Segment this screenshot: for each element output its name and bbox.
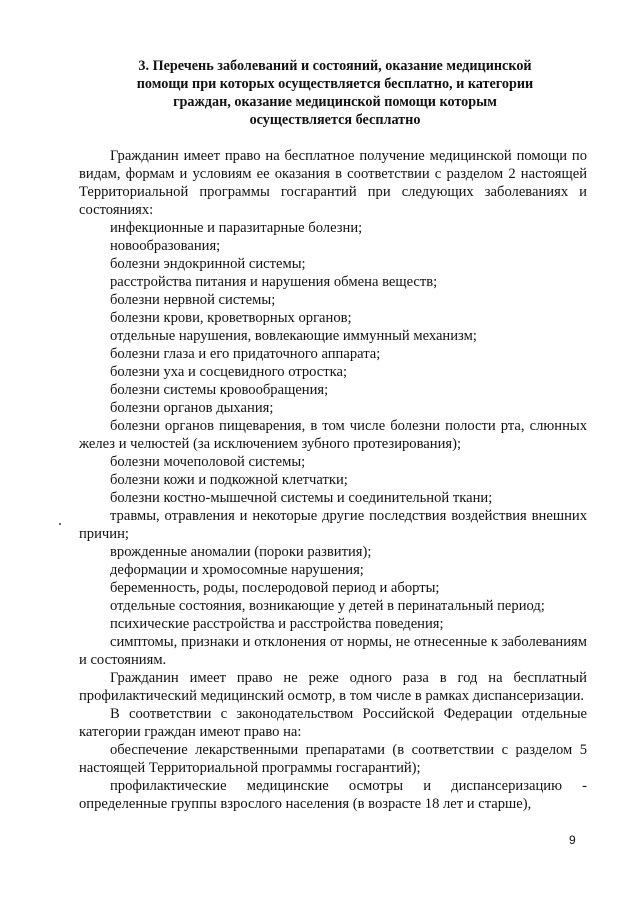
list-item: болезни органов пищеварения, в том числе болезни полости рта, слюнных желез и челюстей (за исключением зубного протезирования); xyxy=(79,418,587,452)
list-item: симптомы, признаки и отклонения от нормы, не отнесенные к заболеваниям и состояниям. xyxy=(79,634,587,668)
disease-list xyxy=(79,219,587,669)
list-item: отдельные нарушения, вовлекающие иммунный механизм; xyxy=(110,328,477,344)
list-item: болезни костно-мышечной системы и соединительной ткани; xyxy=(110,490,493,506)
document-body xyxy=(79,147,587,813)
list-item: болезни органов дыхания; xyxy=(110,400,274,416)
categories-intro-paragraph: В соответствии с законодательством Российской Федерации отдельные категории граждан имеют право на: xyxy=(79,706,587,740)
section-heading xyxy=(100,57,570,129)
list-item: болезни мочеполовой системы; xyxy=(110,454,306,470)
list-item: болезни эндокринной системы; xyxy=(110,256,306,272)
list-item: болезни крови, кроветворных органов; xyxy=(110,310,352,326)
list-item: профилактические медицинские осмотры и диспансеризацию - определенные группы взрослого населения (в возрасте 18 лет и старше), xyxy=(79,778,587,812)
list-item: болезни нервной системы; xyxy=(110,292,276,308)
list-item: психические расстройства и расстройства поведения; xyxy=(110,616,444,632)
list-item: травмы, отравления и некоторые другие последствия воздействия внешних причин; xyxy=(79,508,587,542)
list-item: отдельные состояния, возникающие у детей в перинатальный период; xyxy=(110,598,545,614)
intro-paragraph: Гражданин имеет право на бесплатное получение медицинской помощи по видам, формам и условиям ее оказания в соответствии с разделом 2 настоящей Территориальной программы госгарантий при следующих заболеваниях и состояниях: xyxy=(79,148,587,218)
list-item: расстройства питания и нарушения обмена веществ; xyxy=(110,274,438,290)
list-item: врожденные аномалии (пороки развития); xyxy=(110,544,372,560)
heading-line: помощи при которых осуществляется бесплатно, и категории xyxy=(136,76,534,92)
list-item: новообразования; xyxy=(110,238,221,254)
list-item: болезни глаза и его придаточного аппарата; xyxy=(110,346,381,362)
prophylactic-paragraph: Гражданин имеет право не реже одного раза в год на бесплатный профилактический медицинский осмотр, в том числе в рамках диспансеризации. xyxy=(79,670,587,704)
list-item: болезни системы кровообращения; xyxy=(110,382,329,398)
list-item: болезни уха и сосцевидного отростка; xyxy=(110,364,348,380)
heading-line: 3. Перечень заболеваний и состояний, оказание медицинской xyxy=(138,58,532,74)
list-item: инфекционные и паразитарные болезни; xyxy=(110,220,363,236)
page-number: 9 xyxy=(569,833,576,847)
heading-line: граждан, оказание медицинской помощи которым xyxy=(173,94,497,110)
scan-speck xyxy=(59,523,61,525)
list-item: беременность, роды, послеродовой период и аборты; xyxy=(110,580,440,596)
list-item: обеспечение лекарственными препаратами (в соответствии с разделом 5 настоящей Территориальной программы госгарантий); xyxy=(79,742,587,776)
heading-line: осуществляется бесплатно xyxy=(249,112,421,128)
rights-list xyxy=(79,741,587,813)
list-item: болезни кожи и подкожной клетчатки; xyxy=(110,472,348,488)
list-item: деформации и хромосомные нарушения; xyxy=(110,562,364,578)
